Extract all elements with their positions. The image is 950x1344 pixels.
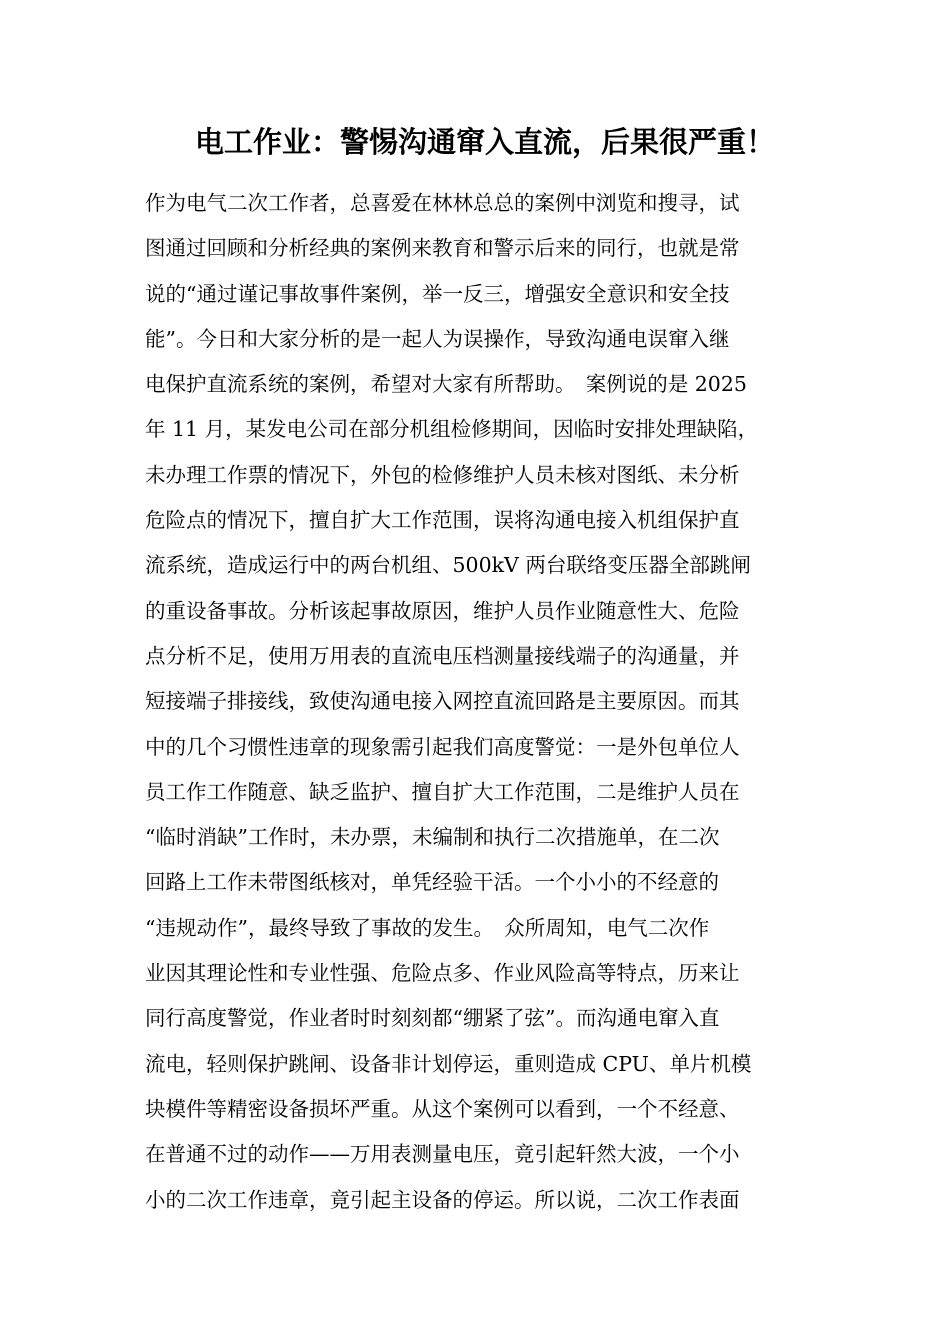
body-line: 业因其理论性和专业性强、危险点多、作业风险高等特点，历来让: [145, 961, 740, 986]
body-line: 说的“通过谨记事故事件案例，举一反三，增强安全意识和安全技: [145, 281, 730, 306]
body-line: 能”。今日和大家分析的是一起人为误操作，导致沟通电误窜入继: [145, 326, 730, 351]
body-line: 小的二次工作违章，竟引起主设备的停运。所以说，二次工作表面: [145, 1187, 740, 1212]
body-line: 年 11 月，某发电公司在部分机组检修期间，因临时安排处理缺陷，: [145, 417, 759, 442]
body-line: 危险点的情况下，擅自扩大工作范围，误将沟通电接入机组保护直: [145, 508, 740, 533]
body-line: 回路上工作未带图纸核对，单凭经验干活。一个小小的不经意的: [145, 870, 719, 895]
body-line: 作为电气二次工作者，总喜爱在林林总总的案例中浏览和搜寻，试: [145, 191, 740, 215]
body-line: 在普通不过的动作——万用表测量电压，竟引起轩然大波，一个小: [145, 1142, 740, 1167]
body-line: 流系统，造成运行中的两台机组、500kV 两台联络变压器全部跳闸: [145, 553, 751, 578]
body-line: 未办理工作票的情况下，外包的检修维护人员未核对图纸、未分析: [145, 462, 740, 487]
document-title: 电工作业：警惕沟通窜入直流，后果很严重！: [194, 125, 775, 159]
body-line: 电保护直流系统的案例，希望对大家有所帮助。 案例说的是 2025: [145, 372, 747, 397]
body-line: 流电，轻则保护跳闸、设备非计划停运，重则造成 CPU、单片机模: [145, 1051, 752, 1076]
body-line: 员工作工作随意、缺乏监护、擅自扩大工作范围，二是维护人员在: [145, 779, 740, 804]
body-line: “违规动作”，最终导致了事故的发生。 众所周知，电气二次作: [145, 915, 710, 940]
body-line: 的重设备事故。分析该起事故原因，维护人员作业随意性大、危险: [145, 598, 740, 623]
body-line: 短接端子排接线，致使沟通电接入网控直流回路是主要原因。而其: [145, 689, 740, 714]
document-body: [145, 181, 815, 1223]
body-line: “临时消缺”工作时，未办票，未编制和执行二次措施单，在二次: [145, 825, 720, 850]
body-line: 点分析不足，使用万用表的直流电压档测量接线端子的沟通量，并: [145, 643, 740, 668]
body-line: 同行高度警觉，作业者时时刻刻都“绷紧了弦”。而沟通电窜入直: [145, 1006, 720, 1031]
body-line: 中的几个习惯性违章的现象需引起我们高度警觉：一是外包单位人: [145, 734, 740, 759]
body-line: 块模件等精密设备损坏严重。从这个案例可以看到，一个不经意、: [145, 1096, 740, 1121]
body-line: 图通过回顾和分析经典的案例来教育和警示后来的同行，也就是常: [145, 236, 740, 261]
